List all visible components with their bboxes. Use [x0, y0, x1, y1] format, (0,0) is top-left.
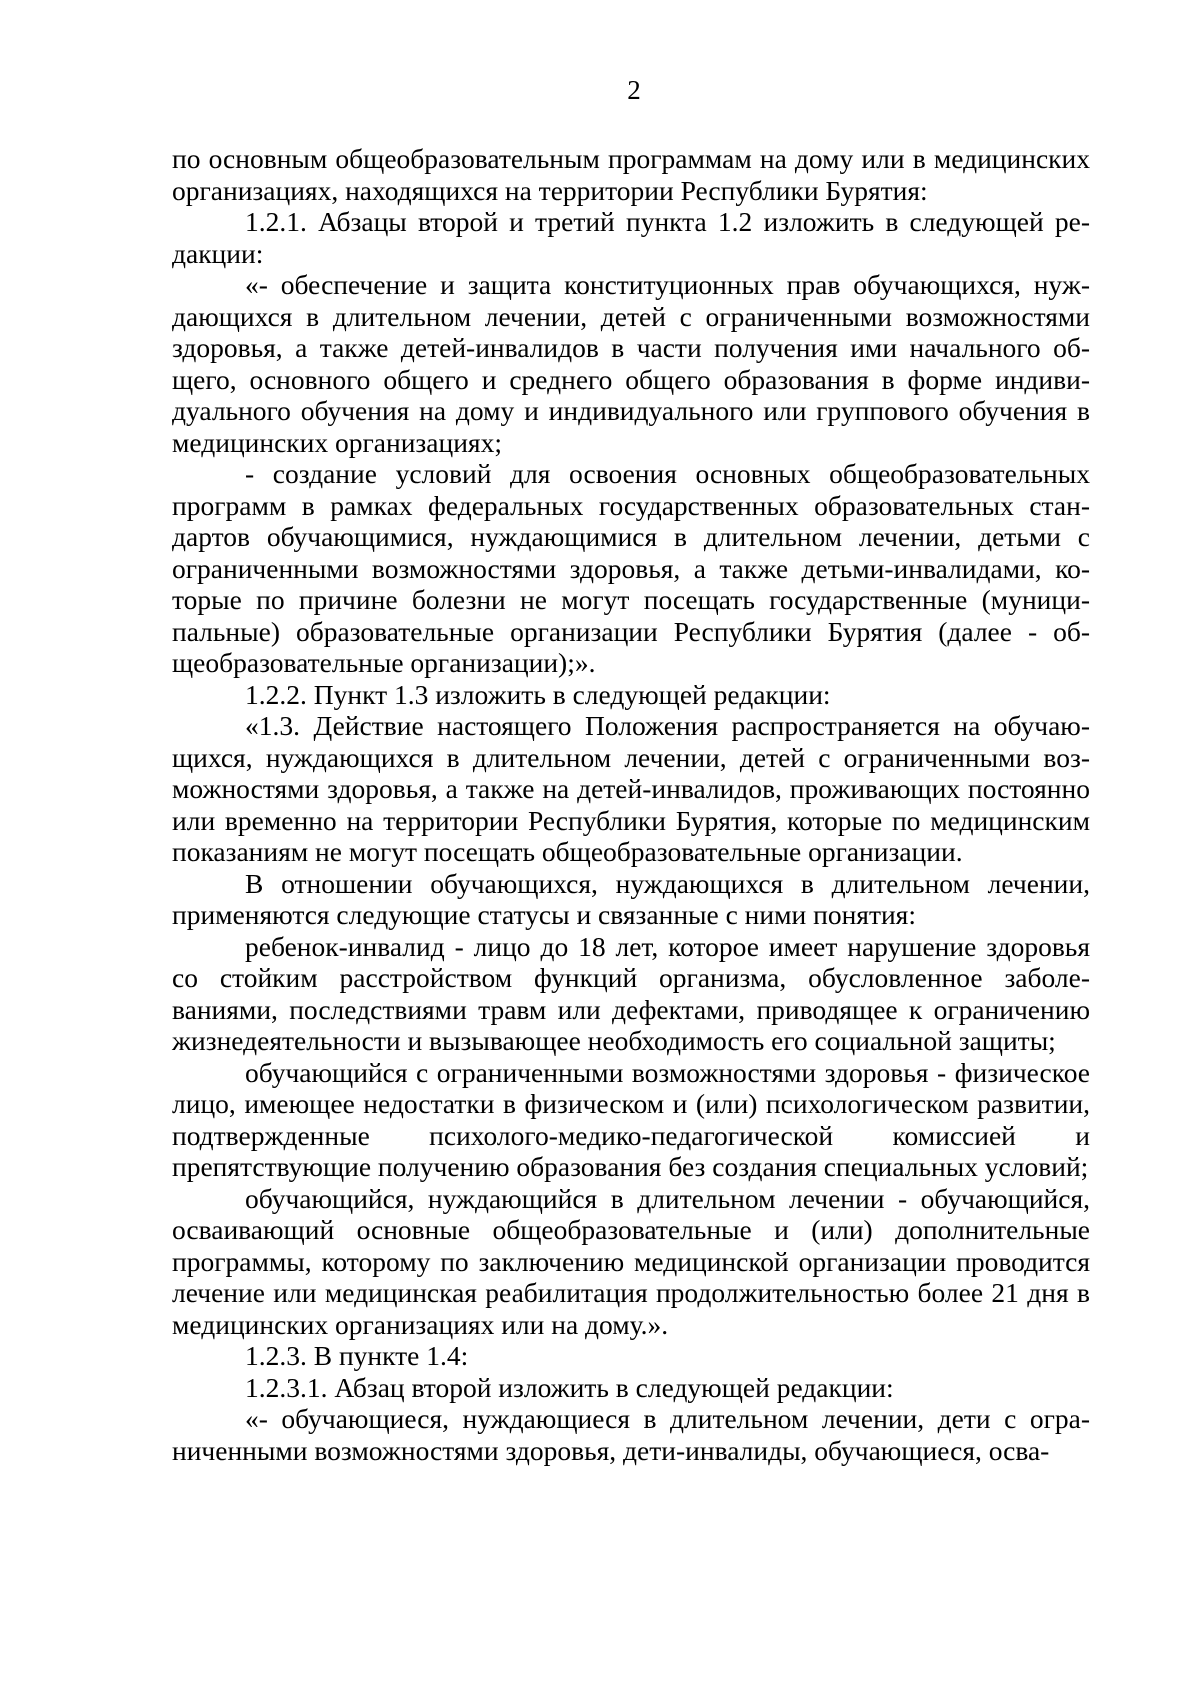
- paragraph-disabled-child: ребенок-инвалид - лицо до 18 лет, которое имеет нарушение здоровья со стойким расстройством функций организма, обусловленное заболеваниями, последствиями травм или дефектами, приводящее к ограничению жизнедеятельности и вызывающее необходимость его социальной защиты;: [172, 930, 1090, 1056]
- paragraph-quote-students: «- обучающиеся, нуждающиеся в длительном лечении, дети с ограниченными возможностями здоровья, дети-инвалиды, обучающиеся, осва-: [172, 1403, 1090, 1466]
- paragraph-conditions: - создание условий для освоения основных общеобразовательных программ в рамках федеральных государственных образовательных стандартов обучающимися, нуждающимися в длительном лечении, детьми с ограниченными возможностями здоровья, а также детьми-инвалидами, которые по причине болезни не могут посещать государственные (муниципальные) образовательные организации Республики Бурятия (далее - общеобразовательные организации);».: [172, 458, 1090, 678]
- paragraph-quote-rights: «- обеспечение и защита конституционных прав обучающихся, нуждающихся в длительном лечении, детей с ограниченными возможностями здоровья, а также детей-инвалидов в части получения ими начального общего, основного общего и среднего общего образования в форме индивидуального обучения на дому и индивидуального или группового обучения в медицинских организациях;: [172, 269, 1090, 458]
- paragraph-1-2-2: 1.2.2. Пункт 1.3 изложить в следующей редакции:: [245, 678, 831, 710]
- paragraph-statuses: В отношении обучающихся, нуждающихся в длительном лечении, применяются следующие статусы и связанные с ними понятия:: [172, 867, 1090, 930]
- paragraph-long-treatment: обучающийся, нуждающийся в длительном лечении - обучающийся, осваивающий основные общеобразовательные и (или) дополнительные программы, которому по заключению медицинской организации проводится лечение или медицинская реабилитация продолжительностью более 21 дня в медицинских организациях или на дому.».: [172, 1182, 1090, 1340]
- paragraph-1-2-3: 1.2.3. В пункте 1.4:: [245, 1340, 469, 1371]
- paragraph-limited-health: обучающийся с ограниченными возможностями здоровья - физическое лицо, имеющее недостатки в физическом и (или) психологическом развитии, подтвержденные психолого-медико-педагогической комиссией и препятствующие получению образования без создания специальных условий;: [172, 1056, 1090, 1182]
- document-body: [172, 143, 1090, 1466]
- paragraph-1-2-1: 1.2.1. Абзацы второй и третий пункта 1.2 изложить в следующей редакции:: [172, 206, 1090, 269]
- page-number: 2: [627, 75, 641, 105]
- paragraph-1-3: «1.3. Действие настоящего Положения распространяется на обучающихся, нуждающихся в длительном лечении, детей с ограниченными возможностями здоровья, а также на детей-инвалидов, проживающих постоянно или временно на территории Республики Бурятия, которые по медицинским показаниям не могут посещать общеобразовательные организации.: [172, 710, 1090, 867]
- paragraph-continuation: по основным общеобразовательным программам на дому или в медицинских организациях, находящихся на территории Республики Бурятия:: [172, 143, 1090, 206]
- paragraph-1-2-3-1: 1.2.3.1. Абзац второй изложить в следующей редакции:: [245, 1371, 894, 1403]
